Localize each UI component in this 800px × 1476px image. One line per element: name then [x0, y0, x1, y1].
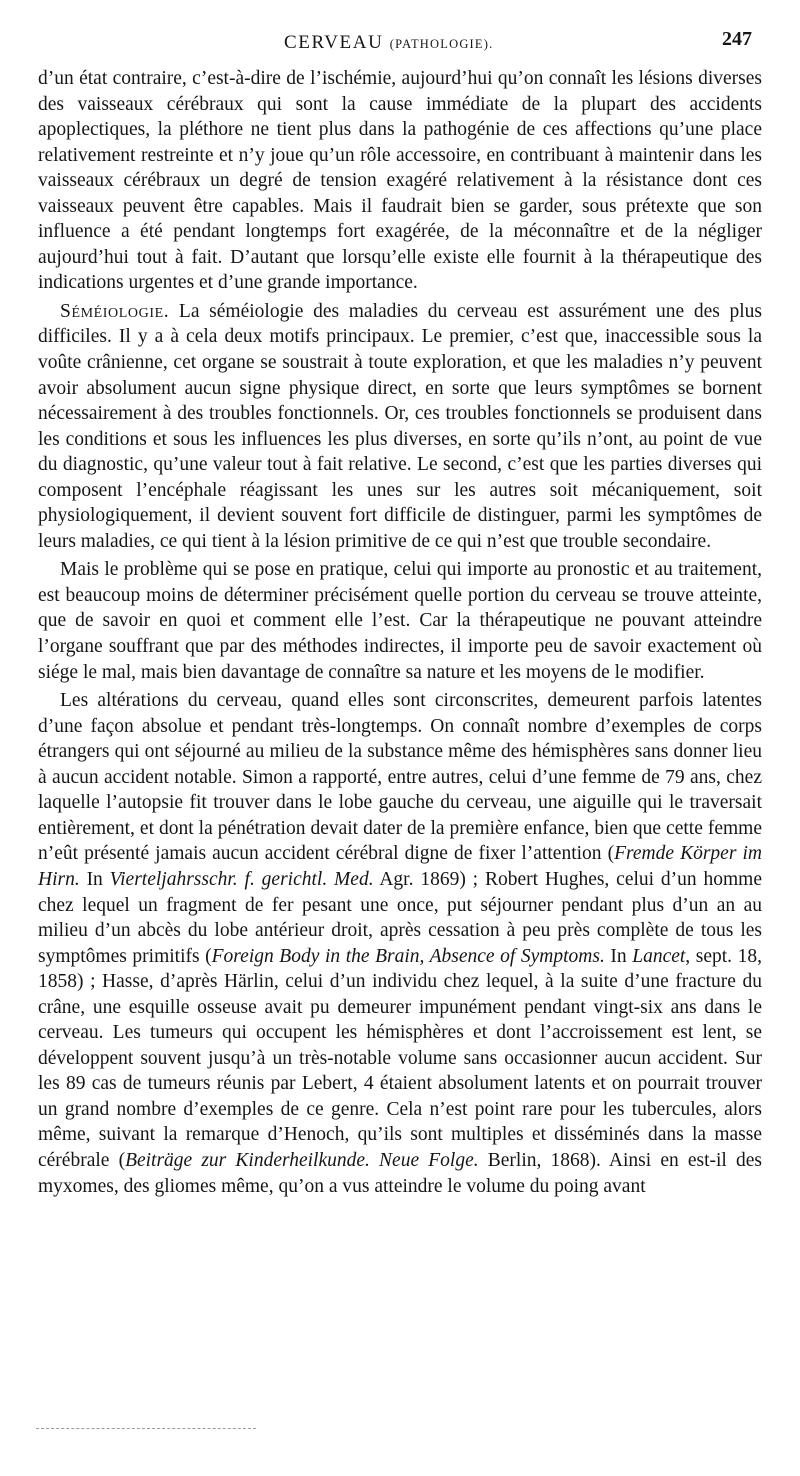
citation-title: Foreign Body in the Brain, Absence of Symptoms. — [211, 945, 605, 967]
citation-title: Beiträge zur Kinderheilkunde. Neue Folge. — [125, 1149, 479, 1171]
paragraph-continuation: d’un état contraire, c’est-à-dire de l’ischémie, aujourd’hui qu’on connaît les lésions diverses des vaisseaux cérébraux qui sont la cause immédiate de la plupart des accidents apoplectiques, la pléthore ne tient plus dans la pathogénie de ces affections qu’une place relativement restreinte et n’y joue qu’un rôle accessoire, en contribuant à maintenir dans les vaisseaux cérébraux un degré de tension exagéré relativement à la résistance dont ces vaisseaux peuvent être capables. Mais il faudrait bien se garder, sous prétexte que son influence a été pendant longtemps fort exagérée, de la méconnaître et de la négliger aujourd’hui tout à fait. D’autant que lorsqu’elle existe elle fournit à la thérapeutique des indications urgentes et d’une grande importance. — [38, 68, 762, 294]
header-title: CERVEAU — [284, 32, 384, 53]
running-head — [284, 32, 493, 54]
text-run: In — [79, 868, 110, 890]
journal-title: Lancet — [632, 945, 686, 967]
citation-title: Fremde Körper im Hirn. — [38, 843, 762, 890]
paragraph-text: La séméiologie des maladies du cerveau est assurément une des plus difficiles. Il y a à cela deux motifs principaux. Le premier, c’est que, inaccessible sous la voûte crânienne, cet organe se soustrait à toute exploration, et que les maladies n’y peuvent avoir absolument aucun signe physique direct, en sorte que leurs symptômes se bornent nécessairement à des troubles fonctionnels. Or, ces troubles fonctionnels se produisent dans les conditions et sous les influences les plus diverses, en sorte qu’ils n’ont, au point de vue du diagnostic, qu’une valeur tout à fait relative. Le second, c’est que les parties diverses qui composent l’encéphale réagissant les unes sur les autres soit mécaniquement, soit physiologiquement, il devient souvent fort difficile de distinguer, parmi les symptômes de leurs maladies, ce qui tient à la lésion primitive de ce qui n’est que trouble secondaire. — [38, 300, 762, 552]
journal-title: Vierteljahrsschr. f. gerichtl. Med. — [109, 868, 374, 890]
paragraph-semeiologie — [38, 299, 762, 554]
paragraph-probleme: Mais le problème qui se pose en pratique, celui qui importe au pronostic et au traitement, est beaucoup moins de déterminer précisément quelle portion du cerveau se trouve atteinte, que de savoir en quoi et comment elle l’est. Car la thérapeutique ne pouvant atteindre l’organe souffrant que par des méthodes indirectes, il importe peu de savoir exactement où siége le mal, mais bien davantage de connaître sa nature et les moyens de le modifier. — [38, 559, 762, 683]
footer-rule — [36, 1428, 256, 1429]
running-header — [0, 28, 800, 58]
text-run: Agr. 1869) ; Robert Hughes, celui d’un homme chez lequel un fragment de fer pesant une once, put séjourner pendant plus d’un an au milieu d’un abcès du lobe antérieur droit, après cessation à peu près complète de tous les symptômes primitifs ( — [38, 868, 762, 967]
text-run: In — [604, 945, 633, 967]
text-run: Les altérations du cerveau, quand elles sont circonscrites, demeurent parfois latentes d’une façon absolue et pendant très-longtemps. On connaît nombre d’exemples de corps étrangers qui ont séjourné au milieu de la substance même des hémisphères sans donner lieu à aucun accident notable. Simon a rapporté, entre autres, celui d’une femme de 79 ans, chez laquelle l’autopsie fit trouver dans le lobe gauche du cerveau, une aiguille qui le traversait entièrement, et dont la pénétration devait dater de la première enfance, bien que cette femme n’eût présenté jamais aucun accident cérébral digne de fixer l’attention ( — [38, 690, 762, 865]
text-run: , sept. 18, 1858) ; Hasse, d’après Härlin, celui d’un individu chez lequel, à la suite d’une fracture du crâne, une esquille osseuse avait pu demeurer impunément pendant vingt-six ans dans le cerveau. Les tumeurs qui occupent les hémisphères et dont l’accroissement est lent, se développent souvent jusqu’à un très-notable volume sans occasionner aucun accident. Sur les 89 cas de tumeurs réunis par Lebert, 4 étaient absolument latents et on pourrait trouver un grand nombre d’exemples de ce genre. Cela n’est point rare pour les tubercules, alors même, suivant la remarque d’Henoch, qu’ils sont multiples et disséminés dans la masse cérébrale ( — [38, 945, 762, 1171]
page-body — [38, 66, 762, 1199]
paragraph-alterations — [38, 688, 762, 1199]
section-heading: Séméiologie. — [60, 300, 170, 322]
page-number: 247 — [722, 28, 752, 50]
header-subtitle: (PATHOLOGIE). — [389, 37, 494, 51]
text-run: Berlin, 1868). Ainsi en est-il des myxomes, des gliomes même, qu’on a vus atteindre le volume du poing avant — [38, 1149, 762, 1197]
